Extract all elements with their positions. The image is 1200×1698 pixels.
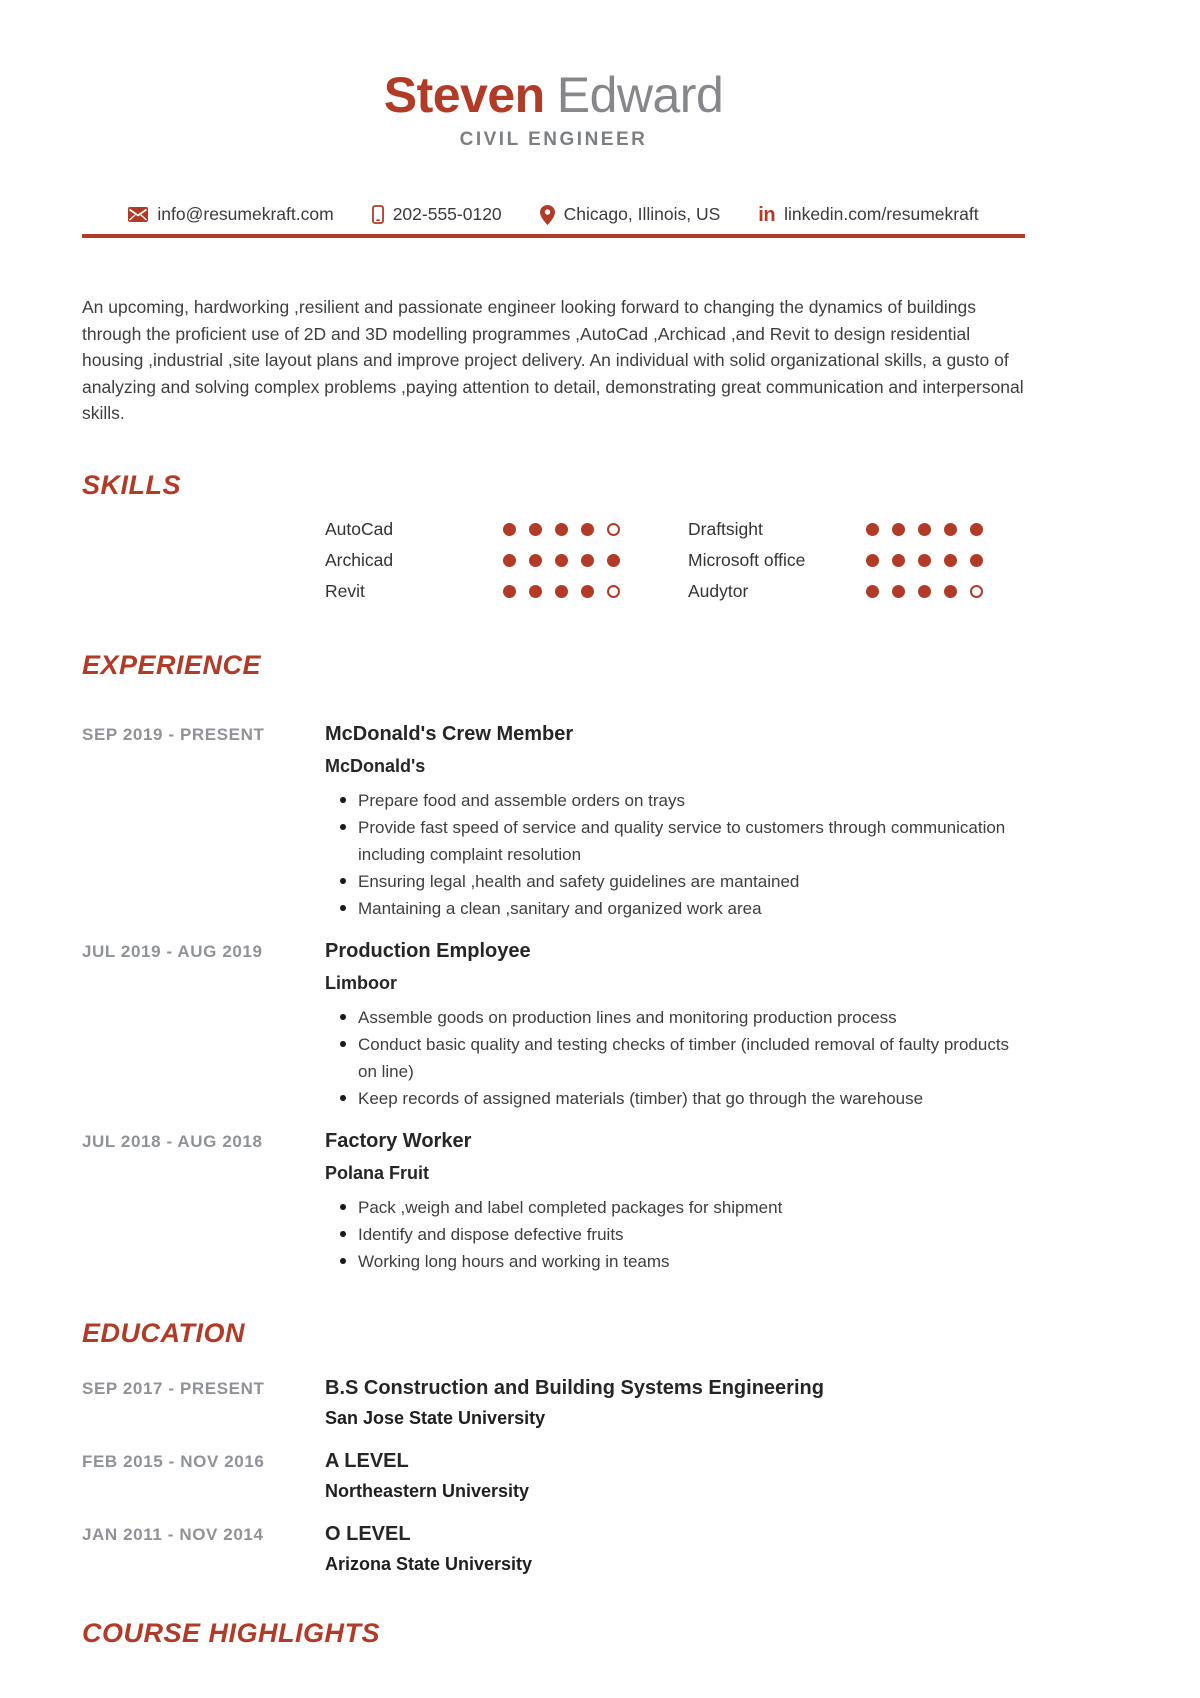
bullet-icon [340, 824, 346, 831]
experience-bullets [325, 1194, 1025, 1275]
skill-dot-filled [503, 554, 516, 567]
contact-location-text: Chicago, Illinois, US [563, 204, 721, 224]
skill-rating [866, 585, 983, 598]
person-name [82, 67, 1025, 123]
skill-dot-filled [944, 554, 957, 567]
resume-header [82, 67, 1025, 238]
skill-rating [503, 585, 620, 598]
bullet-icon [340, 1204, 346, 1211]
skill-dot-filled [555, 523, 568, 536]
bullet-text: Pack ,weigh and label completed packages for shipment [358, 1197, 783, 1217]
bullet-icon [340, 797, 346, 804]
skill-row [688, 519, 983, 540]
experience-company: Polana Fruit [325, 1162, 430, 1183]
experience-job-title: McDonald's Crew Member [325, 722, 574, 745]
skill-name: Revit [325, 580, 365, 601]
course-highlights-section [82, 1617, 1025, 1649]
experience-period: JUL 2019 - AUG 2019 [82, 941, 263, 961]
skills-section [82, 469, 1025, 607]
education-period: FEB 2015 - NOV 2016 [82, 1451, 265, 1471]
experience-job-title: Production Employee [325, 939, 531, 962]
skill-dot-filled [944, 585, 957, 598]
experience-details [325, 721, 1025, 922]
contact-email[interactable] [128, 204, 333, 225]
education-details [325, 1521, 1025, 1577]
school-name: San Jose State University [325, 1407, 546, 1428]
job-title: CIVIL ENGINEER [459, 129, 648, 150]
phone-icon [372, 205, 384, 224]
skill-dot-filled [529, 554, 542, 567]
skill-dot-empty [970, 585, 983, 598]
skill-dot-filled [503, 523, 516, 536]
skill-dot-filled [529, 585, 542, 598]
header-divider [82, 234, 1025, 238]
skill-dot-filled [892, 554, 905, 567]
experience-company: McDonald's [325, 755, 426, 776]
experience-entry [82, 938, 1025, 1112]
contact-email-text: info@resumekraft.com [157, 204, 334, 224]
bullet-icon [340, 1041, 346, 1048]
bullet-item [325, 895, 1025, 922]
bullet-text: Mantaining a clean ,sanitary and organized work area [358, 898, 762, 918]
last-name: Edward [556, 67, 724, 123]
skills-heading: SKILLS [82, 469, 182, 500]
bullet-text: Ensuring legal ,health and safety guidelines are mantained [358, 871, 800, 891]
email-icon [128, 207, 148, 222]
skill-name: Microsoft office [688, 549, 806, 570]
skill-name: Draftsight [688, 518, 763, 539]
education-entry [82, 1521, 1025, 1577]
bullet-item [325, 1194, 1025, 1221]
bullet-icon [340, 1095, 346, 1102]
education-details [325, 1375, 1025, 1431]
skill-dot-filled [866, 554, 879, 567]
experience-section [82, 649, 1025, 1275]
contact-location [540, 204, 721, 225]
skill-dot-filled [970, 523, 983, 536]
skill-rating [503, 523, 620, 536]
linkedin-icon: in [758, 203, 776, 226]
degree-name: A LEVEL [325, 1449, 409, 1472]
skill-dot-empty [607, 523, 620, 536]
bullet-icon [340, 1258, 346, 1265]
bullet-text: Conduct basic quality and testing checks of timber (included removal of faulty products on line) [358, 1034, 1010, 1081]
bullet-icon [340, 905, 346, 912]
experience-entry [82, 721, 1025, 922]
contact-phone-text: 202-555-0120 [392, 204, 502, 224]
skill-dot-filled [918, 585, 931, 598]
skill-rating [866, 523, 983, 536]
location-icon [540, 205, 555, 225]
experience-company: Limboor [325, 972, 397, 993]
skill-row [325, 550, 620, 571]
first-name: Steven [383, 67, 545, 123]
skill-row [325, 519, 620, 540]
contact-linkedin-text: linkedin.com/resumekraft [784, 204, 979, 224]
skill-dot-filled [581, 554, 594, 567]
experience-heading: EXPERIENCE [82, 649, 262, 680]
contact-linkedin[interactable] [758, 204, 978, 225]
bullet-icon [340, 1014, 346, 1021]
skill-rating [503, 554, 620, 567]
skill-dot-empty [607, 585, 620, 598]
bullet-text: Provide fast speed of service and quality service to customers through communication including complaint resolution [358, 817, 1006, 864]
experience-bullets [325, 787, 1025, 922]
experience-entry [82, 1128, 1025, 1275]
skill-dot-filled [607, 554, 620, 567]
education-list [82, 1375, 1025, 1577]
bullet-item [325, 1031, 1025, 1085]
experience-details [325, 938, 1025, 1112]
bullet-item [325, 787, 1025, 814]
bullet-item [325, 1248, 1025, 1275]
education-heading: EDUCATION [82, 1317, 245, 1348]
contact-phone[interactable] [372, 204, 502, 225]
skill-dot-filled [503, 585, 516, 598]
experience-list [82, 721, 1025, 1275]
bullet-text: Assemble goods on production lines and monitoring production process [358, 1007, 897, 1027]
skill-row [325, 581, 620, 602]
bullet-text: Identify and dispose defective fruits [358, 1224, 624, 1244]
bullet-item [325, 1221, 1025, 1248]
experience-job-title: Factory Worker [325, 1129, 472, 1152]
skill-name: Archicad [325, 549, 394, 570]
skill-row [688, 581, 983, 602]
education-entry [82, 1448, 1025, 1504]
education-period: SEP 2017 - PRESENT [82, 1378, 265, 1398]
bullet-item [325, 868, 1025, 895]
skills-grid [325, 514, 1025, 607]
bullet-item [325, 1004, 1025, 1031]
experience-details [325, 1128, 1025, 1275]
experience-bullets [325, 1004, 1025, 1112]
bullet-item [325, 814, 1025, 868]
skill-name: AutoCad [325, 518, 394, 539]
bullet-icon [340, 878, 346, 885]
education-details [325, 1448, 1025, 1504]
skill-dot-filled [892, 523, 905, 536]
education-entry [82, 1375, 1025, 1431]
experience-period: SEP 2019 - PRESENT [82, 724, 265, 744]
skill-dot-filled [581, 523, 594, 536]
degree-name: O LEVEL [325, 1522, 411, 1545]
skill-row [688, 550, 983, 571]
skill-dot-filled [892, 585, 905, 598]
skill-dot-filled [555, 554, 568, 567]
skill-dot-filled [918, 554, 931, 567]
skill-dot-filled [970, 554, 983, 567]
bullet-text: Keep records of assigned materials (timber) that go through the warehouse [358, 1088, 924, 1108]
experience-period: JUL 2018 - AUG 2018 [82, 1131, 263, 1151]
education-period: JAN 2011 - NOV 2014 [82, 1524, 264, 1544]
contact-row [82, 204, 1025, 225]
skill-dot-filled [944, 523, 957, 536]
education-section [82, 1317, 1025, 1577]
skill-name: Audytor [688, 580, 749, 601]
skill-dot-filled [581, 585, 594, 598]
skill-dot-filled [866, 585, 879, 598]
bullet-text: Working long hours and working in teams [358, 1251, 670, 1271]
skill-dot-filled [918, 523, 931, 536]
bullet-text: Prepare food and assemble orders on trays [358, 790, 685, 810]
skill-dot-filled [529, 523, 542, 536]
bullet-icon [340, 1231, 346, 1238]
bullet-item [325, 1085, 1025, 1112]
school-name: Northeastern University [325, 1480, 530, 1501]
skill-dot-filled [555, 585, 568, 598]
degree-name: B.S Construction and Building Systems Engineering [325, 1376, 824, 1399]
skill-dot-filled [866, 523, 879, 536]
course-highlights-heading: COURSE HIGHLIGHTS [82, 1617, 381, 1648]
school-name: Arizona State University [325, 1553, 533, 1574]
summary-text: An upcoming, hardworking ,resilient and passionate engineer looking forward to changing the dynamics of buildings through the proficient use of 2D and 3D modelling programmes ,AutoCad ,Archicad ,and Revit to design residential housing ,industrial ,site layout plans and improve project delivery. An individual with solid organizational skills, a gusto of analyzing and solving complex problems ,paying attention to detail, demonstrating great communication and interpersonal skills. [82, 297, 1024, 423]
skill-rating [866, 554, 983, 567]
